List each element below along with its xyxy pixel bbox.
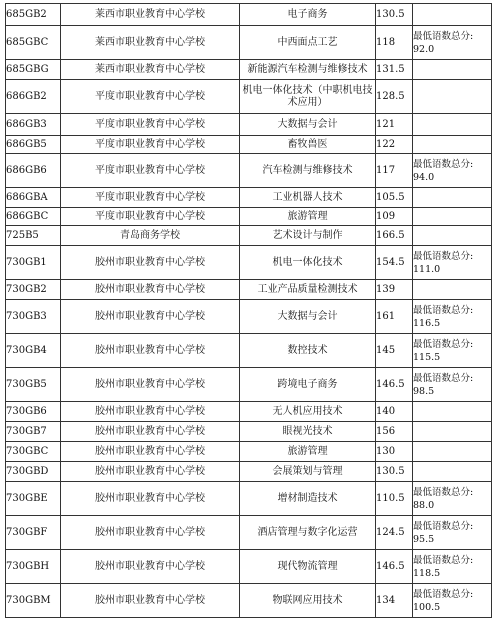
note-cell (413, 80, 492, 114)
note-cell (413, 136, 492, 154)
major-name-cell: 眼视光技术 (240, 422, 376, 442)
major-name-cell: 中西面点工艺 (240, 26, 376, 60)
major-name-cell: 旅游管理 (240, 208, 376, 226)
note-cell (413, 516, 492, 550)
note-cell (413, 442, 492, 462)
school-name-cell: 平度市职业教育中心学校 (61, 154, 240, 188)
school-major-code-cell: 730GBM (6, 584, 61, 618)
min-score-cell: 105.5 (376, 188, 413, 208)
note-cell (413, 26, 492, 60)
min-score-cell: 130 (376, 442, 413, 462)
note-cell (413, 402, 492, 422)
table-body (6, 4, 492, 618)
major-name-cell: 旅游管理 (240, 442, 376, 462)
school-name-cell: 莱西市职业教育中心学校 (61, 4, 240, 26)
note-line: 100.5 (413, 601, 441, 613)
table-row (6, 26, 492, 60)
school-name-cell: 胶州市职业教育中心学校 (61, 584, 240, 618)
major-name-cell: 现代物流管理 (240, 550, 376, 584)
min-score-cell: 146.5 (376, 368, 413, 402)
min-score-cell: 156 (376, 422, 413, 442)
school-major-code-cell: 685GBC (6, 26, 61, 60)
note-cell (413, 226, 492, 246)
school-major-code-cell: 685GBG (6, 60, 61, 80)
major-name-cell: 大数据与会计 (240, 114, 376, 136)
note-line: 116.5 (413, 317, 441, 329)
school-name-cell: 胶州市职业教育中心学校 (61, 334, 240, 368)
school-major-code-cell: 686GB3 (6, 114, 61, 136)
min-score-cell: 118 (376, 26, 413, 60)
table-row (6, 280, 492, 300)
min-score-cell: 166.5 (376, 226, 413, 246)
school-major-code-cell: 686GBC (6, 208, 61, 226)
school-major-code-cell: 730GBH (6, 550, 61, 584)
school-name-cell: 胶州市职业教育中心学校 (61, 550, 240, 584)
major-name-cell: 大数据与会计 (240, 300, 376, 334)
note-line: 最低语数总分: (413, 372, 474, 384)
school-name-cell: 胶州市职业教育中心学校 (61, 462, 240, 482)
school-name-cell: 胶州市职业教育中心学校 (61, 442, 240, 462)
table-row (6, 226, 492, 246)
min-score-cell: 128.5 (376, 80, 413, 114)
school-major-code-cell: 730GB4 (6, 334, 61, 368)
min-score-cell: 122 (376, 136, 413, 154)
school-major-code-cell: 686GB5 (6, 136, 61, 154)
major-name-cell: 电子商务 (240, 4, 376, 26)
table-row (6, 60, 492, 80)
school-major-code-cell: 725B5 (6, 226, 61, 246)
note-cell (413, 208, 492, 226)
min-score-cell: 140 (376, 402, 413, 422)
note-cell (413, 114, 492, 136)
school-major-code-cell: 730GB6 (6, 402, 61, 422)
note-line: 88.0 (413, 499, 435, 511)
table-row (6, 550, 492, 584)
note-line: 最低语数总分: (413, 250, 474, 262)
min-score-cell: 154.5 (376, 246, 413, 280)
table-row (6, 4, 492, 26)
note-line: 118.5 (413, 567, 441, 579)
min-score-cell: 110.5 (376, 482, 413, 516)
note-cell (413, 280, 492, 300)
note-cell (413, 550, 492, 584)
school-name-cell: 胶州市职业教育中心学校 (61, 368, 240, 402)
min-score-cell: 130.5 (376, 4, 413, 26)
school-major-code-cell: 730GB1 (6, 246, 61, 280)
table-row (6, 462, 492, 482)
school-major-code-cell: 730GB7 (6, 422, 61, 442)
note-line: 92.0 (413, 43, 435, 55)
school-name-cell: 平度市职业教育中心学校 (61, 188, 240, 208)
school-name-cell: 平度市职业教育中心学校 (61, 136, 240, 154)
table-row (6, 300, 492, 334)
school-major-code-cell: 686GB2 (6, 80, 61, 114)
note-line: 98.5 (413, 385, 435, 397)
major-name-cell: 无人机应用技术 (240, 402, 376, 422)
table-row (6, 246, 492, 280)
school-name-cell: 莱西市职业教育中心学校 (61, 26, 240, 60)
min-score-cell: 139 (376, 280, 413, 300)
school-name-cell: 胶州市职业教育中心学校 (61, 300, 240, 334)
major-name-cell: 汽车检测与维修技术 (240, 154, 376, 188)
table-row (6, 442, 492, 462)
school-major-code-cell: 686GB6 (6, 154, 61, 188)
note-cell (413, 188, 492, 208)
min-score-cell: 161 (376, 300, 413, 334)
note-cell (413, 4, 492, 26)
min-score-cell: 131.5 (376, 60, 413, 80)
school-major-code-cell: 730GB2 (6, 280, 61, 300)
note-line: 最低语数总分: (413, 520, 474, 532)
major-name-cell: 工业机器人技术 (240, 188, 376, 208)
note-cell (413, 300, 492, 334)
min-score-cell: 146.5 (376, 550, 413, 584)
note-cell (413, 584, 492, 618)
table-row (6, 136, 492, 154)
table-row (6, 402, 492, 422)
major-name-cell: 数控技术 (240, 334, 376, 368)
table-row (6, 584, 492, 618)
note-line: 最低语数总分: (413, 588, 474, 600)
note-cell (413, 368, 492, 402)
table-row (6, 368, 492, 402)
note-line: 最低语数总分: (413, 554, 474, 566)
min-score-cell: 121 (376, 114, 413, 136)
note-cell (413, 246, 492, 280)
major-name-cell: 机电一体化技术 (240, 246, 376, 280)
min-score-cell: 134 (376, 584, 413, 618)
table-row (6, 114, 492, 136)
major-name-cell: 物联网应用技术 (240, 584, 376, 618)
major-name-cell: 艺术设计与制作 (240, 226, 376, 246)
major-name-cell: 跨境电子商务 (240, 368, 376, 402)
school-name-cell: 胶州市职业教育中心学校 (61, 516, 240, 550)
school-major-code-cell: 685GB2 (6, 4, 61, 26)
major-name-cell: 工业产品质量检测技术 (240, 280, 376, 300)
school-name-cell: 胶州市职业教育中心学校 (61, 482, 240, 516)
note-cell (413, 334, 492, 368)
school-name-cell: 胶州市职业教育中心学校 (61, 246, 240, 280)
note-line: 最低语数总分: (413, 486, 474, 498)
note-line: 最低语数总分: (413, 338, 474, 350)
major-name-cell: 畜牧兽医 (240, 136, 376, 154)
major-name-cell: 会展策划与管理 (240, 462, 376, 482)
min-score-cell: 117 (376, 154, 413, 188)
school-major-code-cell: 730GBC (6, 442, 61, 462)
school-major-code-cell: 686GBA (6, 188, 61, 208)
note-line: 115.5 (413, 351, 441, 363)
school-major-code-cell: 730GBD (6, 462, 61, 482)
note-line: 最低语数总分: (413, 304, 474, 316)
note-cell (413, 60, 492, 80)
major-name-cell: 增材制造技术 (240, 482, 376, 516)
table-row (6, 154, 492, 188)
note-cell (413, 462, 492, 482)
major-name-cell: 机电一体化技术（中职机电技术应用） (240, 80, 376, 114)
table-row (6, 482, 492, 516)
note-cell (413, 154, 492, 188)
school-major-code-cell: 730GBE (6, 482, 61, 516)
major-name-cell: 新能源汽车检测与维修技术 (240, 60, 376, 80)
school-name-cell: 平度市职业教育中心学校 (61, 80, 240, 114)
table-row (6, 334, 492, 368)
admission-score-table (5, 3, 492, 618)
school-name-cell: 胶州市职业教育中心学校 (61, 402, 240, 422)
table-row (6, 188, 492, 208)
note-cell (413, 422, 492, 442)
school-name-cell: 胶州市职业教育中心学校 (61, 422, 240, 442)
school-major-code-cell: 730GBF (6, 516, 61, 550)
table-row (6, 80, 492, 114)
school-major-code-cell: 730GB5 (6, 368, 61, 402)
note-line: 最低语数总分: (413, 158, 474, 170)
school-name-cell: 平度市职业教育中心学校 (61, 208, 240, 226)
school-name-cell: 青岛商务学校 (61, 226, 240, 246)
min-score-cell: 109 (376, 208, 413, 226)
school-major-code-cell: 730GB3 (6, 300, 61, 334)
note-line: 95.5 (413, 533, 435, 545)
table-row (6, 208, 492, 226)
school-name-cell: 莱西市职业教育中心学校 (61, 60, 240, 80)
major-name-cell: 酒店管理与数字化运营 (240, 516, 376, 550)
min-score-cell: 124.5 (376, 516, 413, 550)
school-name-cell: 胶州市职业教育中心学校 (61, 280, 240, 300)
school-name-cell: 平度市职业教育中心学校 (61, 114, 240, 136)
note-line: 111.0 (413, 263, 441, 275)
table-row (6, 422, 492, 442)
note-line: 最低语数总分: (413, 30, 474, 42)
min-score-cell: 145 (376, 334, 413, 368)
min-score-cell: 130.5 (376, 462, 413, 482)
table-row (6, 516, 492, 550)
note-line: 94.0 (413, 171, 435, 183)
note-cell (413, 482, 492, 516)
